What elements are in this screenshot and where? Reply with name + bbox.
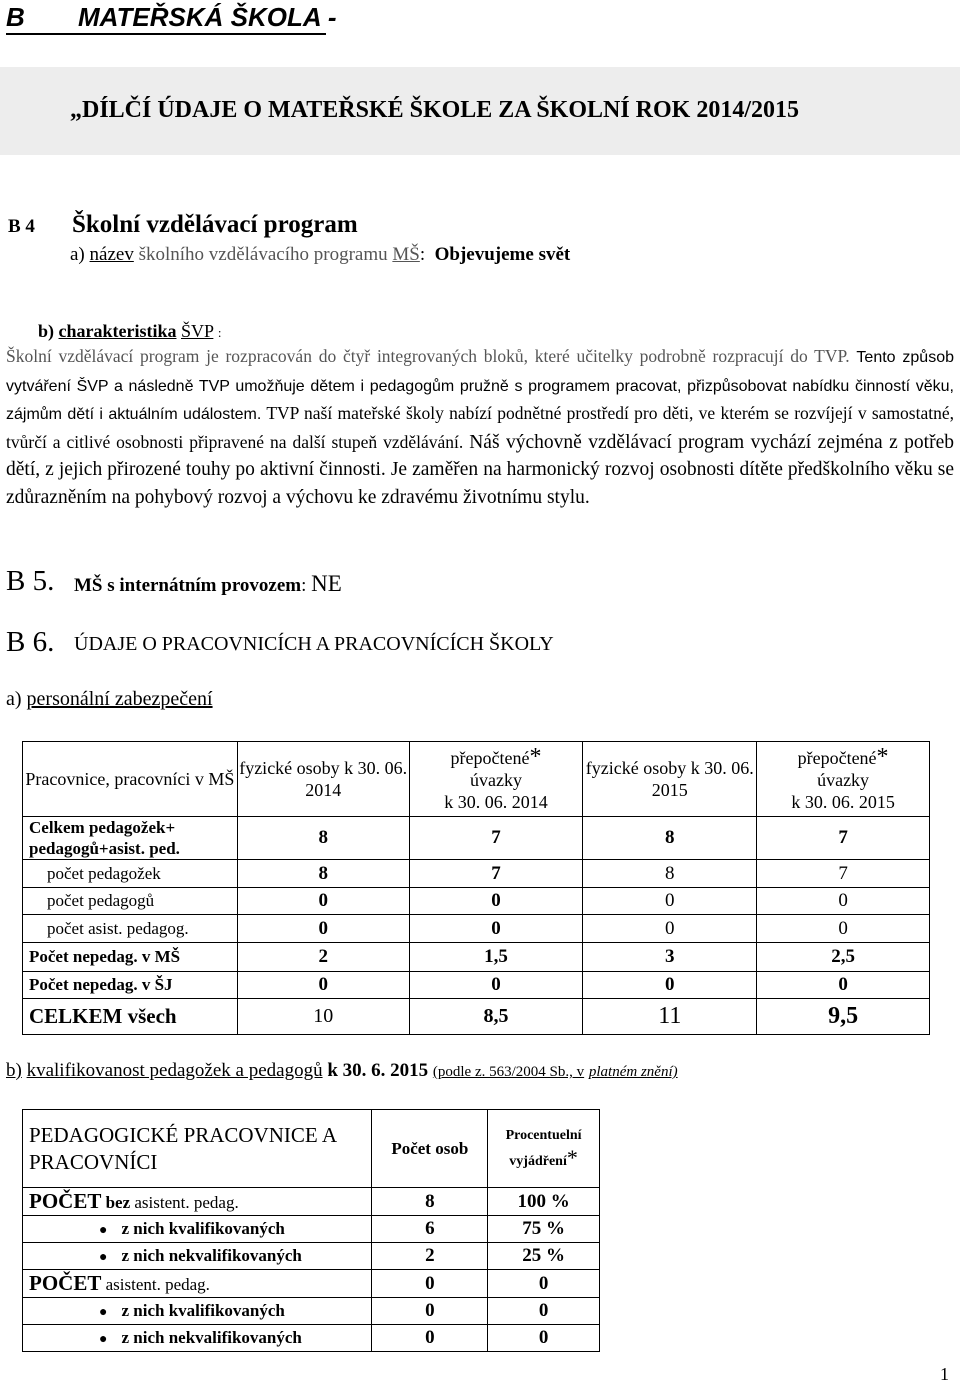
cell-value: 9,5	[757, 999, 930, 1035]
characteristic-line	[38, 321, 221, 342]
bullet-icon: ●	[99, 1305, 108, 1320]
table-row	[23, 915, 930, 943]
cell-value: 0	[583, 915, 757, 943]
row-label: Počet nepedag. v ŠJ	[23, 972, 238, 999]
staff-header-persons-2015: fyzické osoby k 30. 06. 2015	[583, 742, 757, 817]
staff-header-persons-2014: fyzické osoby k 30. 06. 2014	[237, 742, 409, 817]
row-label: počet pedagogů	[23, 888, 238, 915]
a-prefix: a)	[70, 244, 85, 265]
b6-number: B 6.	[6, 626, 55, 658]
cell-value: 0	[583, 888, 757, 915]
cell-value: 0	[409, 972, 583, 999]
cell-value: 7	[409, 860, 583, 888]
cell-value: 0	[488, 1270, 600, 1298]
table-row	[23, 1216, 600, 1243]
fte-2014-line1: přepočtené	[450, 747, 530, 768]
qual-note: (podle z. 563/2004 Sb., v	[432, 1064, 585, 1080]
cell-value: 0	[757, 915, 930, 943]
a-ms: MŠ	[392, 244, 420, 265]
staff-table	[22, 741, 930, 1035]
table-row	[23, 972, 930, 999]
row-label	[23, 1188, 372, 1216]
b6-title: ÚDAJE O PRACOVNICÍCH A PRACOVNÍCÍCH ŠKOLY	[74, 633, 554, 655]
page-number: 1	[940, 1364, 949, 1384]
qual-header-percent	[488, 1110, 600, 1188]
row-label: Počet nepedag. v MŠ	[23, 943, 238, 972]
cell-value: 6	[372, 1216, 488, 1243]
cell-value: 0	[583, 972, 757, 999]
row-label	[23, 1243, 372, 1270]
qualification-line	[6, 1060, 678, 1082]
row-label-text: z nich kvalifikovaných	[121, 1301, 285, 1320]
b4-number: B 4	[8, 216, 35, 237]
cell-value: 8	[237, 817, 409, 860]
staff-header-fte-2014	[409, 742, 583, 817]
cell-value: 2	[372, 1243, 488, 1270]
qual-note-italic: platném znění)	[588, 1064, 678, 1080]
para-3: TVP naší mateřské školy nabízí podnětné prostředí pro děti, ve kterém se rozvíjejí v samostatné, tvůrčí a citlivé osobnosti připravené na další stupeň vzdělávání.	[6, 403, 954, 452]
cell-value: 0	[372, 1270, 488, 1298]
header-rule	[6, 33, 326, 35]
cell-value: 8	[372, 1188, 488, 1216]
qual-percent-line2: vyjádření	[509, 1153, 567, 1169]
fte-2015-star: *	[876, 743, 889, 770]
b-svp: ŠVP	[181, 321, 214, 341]
table-row	[23, 817, 930, 860]
qual-date: k 30. 6. 2015	[327, 1060, 429, 1081]
main-title: „DÍLČÍ ÚDAJE O MATEŘSKÉ ŠKOLE ZA ŠKOLNÍ ROK 2014/2015	[70, 97, 800, 123]
cell-value: 2	[237, 943, 409, 972]
staff-header-workers: Pracovnice, pracovníci v MŠ	[23, 742, 238, 817]
cell-value: 0	[488, 1325, 600, 1352]
qual-percent-star: *	[566, 1144, 578, 1170]
row-label-text: z nich nekvalifikovaných	[121, 1328, 302, 1347]
cell-value: 0	[372, 1298, 488, 1325]
b-colon: :	[217, 325, 222, 340]
row-label-rest: asistent. pedag.	[134, 1193, 239, 1212]
staffing-line	[6, 688, 213, 711]
qual-prefix: b)	[6, 1060, 22, 1081]
cell-value: 100 %	[488, 1188, 600, 1216]
row-label-big: POČET	[29, 1271, 102, 1295]
section-title: MATEŘSKÁ ŠKOLA -	[78, 2, 337, 32]
row-label	[23, 1270, 372, 1298]
cell-value: 0	[237, 915, 409, 943]
row-label: počet pedagožek	[23, 860, 238, 888]
a-text: školního vzdělávacího programu	[138, 244, 388, 265]
cell-value: 8	[583, 817, 757, 860]
table-row	[23, 860, 930, 888]
para-1: Školní vzdělávací program je rozpracován do čtyř integrovaných bloků, které učitelky podrobně rozpracují do TVP.	[6, 346, 850, 366]
cell-value: 8	[583, 860, 757, 888]
b5-colon: :	[301, 575, 307, 596]
row-label	[23, 1216, 372, 1243]
row-label-rest: asistent. pedag.	[105, 1275, 210, 1294]
cell-value: 11	[583, 999, 757, 1035]
cell-value: 7	[409, 817, 583, 860]
fte-2015-line3: k 30. 06. 2015	[791, 791, 895, 812]
b4-title: Školní vzdělávací program	[72, 211, 358, 238]
row-label: CELKEM všech	[23, 999, 238, 1035]
table-row	[23, 1325, 600, 1352]
fte-2014-line3: k 30. 06. 2014	[444, 791, 548, 812]
a-label: název	[89, 244, 134, 265]
bullet-icon: ●	[99, 1223, 108, 1238]
cell-value: 0	[237, 972, 409, 999]
cell-value: 0	[372, 1325, 488, 1352]
qual-header-workers	[23, 1110, 372, 1188]
fte-2014-star: *	[529, 743, 542, 770]
cell-value: 75 %	[488, 1216, 600, 1243]
fte-2014-line2: úvazky	[469, 769, 522, 790]
section-letter: B	[6, 2, 25, 32]
bullet-icon: ●	[99, 1332, 108, 1347]
table-row	[23, 1298, 600, 1325]
qual-header-workers-text: PEDAGOGICKÉ PRACOVNICE A PRACOVNÍCI	[29, 1122, 336, 1174]
cell-value: 7	[757, 817, 930, 860]
para-4: Náš výchovně vzdělávací program vychází zejména z potřeb dětí, z jejich přirozené touhy po aktivní činnosti. Je zaměřen na harmonický rozvoj osobnosti dítěte předškolního věku se zdůrazněním na pohybový rozvoj a výchovu ke zdravému životnímu stylu.	[6, 431, 954, 508]
cell-value: 0	[757, 888, 930, 915]
b5-label: MŠ s internátním provozem	[74, 575, 302, 596]
staffing-prefix: a)	[6, 688, 22, 710]
program-description	[6, 343, 954, 511]
table-row-total	[23, 999, 930, 1035]
para-2: Tento způsob vytváření ŠVP a následně TVP umožňuje dětem i pedagogům pružně s programem pracovat, přizpůsobovat nabídku činností věku, zájmům dětí i aktuálním událostem.	[6, 349, 954, 423]
table-row	[23, 888, 930, 915]
qual-text: kvalifikovanost pedagožek a pedagogů	[26, 1060, 323, 1081]
cell-value: 8,5	[409, 999, 583, 1035]
program-name-line	[70, 244, 570, 266]
row-label	[23, 1325, 372, 1352]
table-row	[23, 943, 930, 972]
fte-2015-line1: přepočtené	[797, 747, 877, 768]
cell-value: 7	[757, 860, 930, 888]
staff-table-header	[23, 742, 930, 817]
row-label-bold: bez	[105, 1193, 131, 1212]
row-label: počet asist. pedagog.	[23, 915, 238, 943]
cell-value: 0	[757, 972, 930, 999]
cell-value: 8	[237, 860, 409, 888]
b5-number: B 5.	[6, 565, 55, 597]
cell-value: 1,5	[409, 943, 583, 972]
row-label	[23, 1298, 372, 1325]
cell-value: 0	[488, 1298, 600, 1325]
qual-percent-line1: Procentuelní	[505, 1127, 582, 1143]
b5-value: NE	[311, 571, 342, 596]
cell-value: 10	[237, 999, 409, 1035]
row-label-big: POČET	[29, 1189, 102, 1213]
bullet-icon: ●	[99, 1250, 108, 1265]
staffing-label: personální zabezpečení	[26, 688, 213, 710]
fte-2015-line2: úvazky	[817, 769, 870, 790]
b5-line	[74, 571, 342, 597]
b-prefix: b)	[38, 321, 55, 341]
qualification-table	[22, 1109, 600, 1352]
b-label: charakteristika	[58, 321, 177, 341]
cell-value: 3	[583, 943, 757, 972]
staff-header-fte-2015	[757, 742, 930, 817]
a-colon: :	[419, 244, 426, 265]
cell-value: 0	[409, 888, 583, 915]
table-row	[23, 1188, 600, 1216]
qual-table-header	[23, 1110, 600, 1188]
table-row	[23, 1270, 600, 1298]
cell-value: 2,5	[757, 943, 930, 972]
cell-value: 25 %	[488, 1243, 600, 1270]
program-name: Objevujeme svět	[434, 244, 571, 265]
cell-value: 0	[409, 915, 583, 943]
cell-value: 0	[237, 888, 409, 915]
row-label-text: z nich nekvalifikovaných	[121, 1246, 302, 1265]
qual-header-count: Počet osob	[372, 1110, 488, 1188]
row-label: Celkem pedagožek+ pedagogů+asist. ped.	[23, 817, 238, 860]
table-row	[23, 1243, 600, 1270]
row-label-text: z nich kvalifikovaných	[121, 1219, 285, 1238]
